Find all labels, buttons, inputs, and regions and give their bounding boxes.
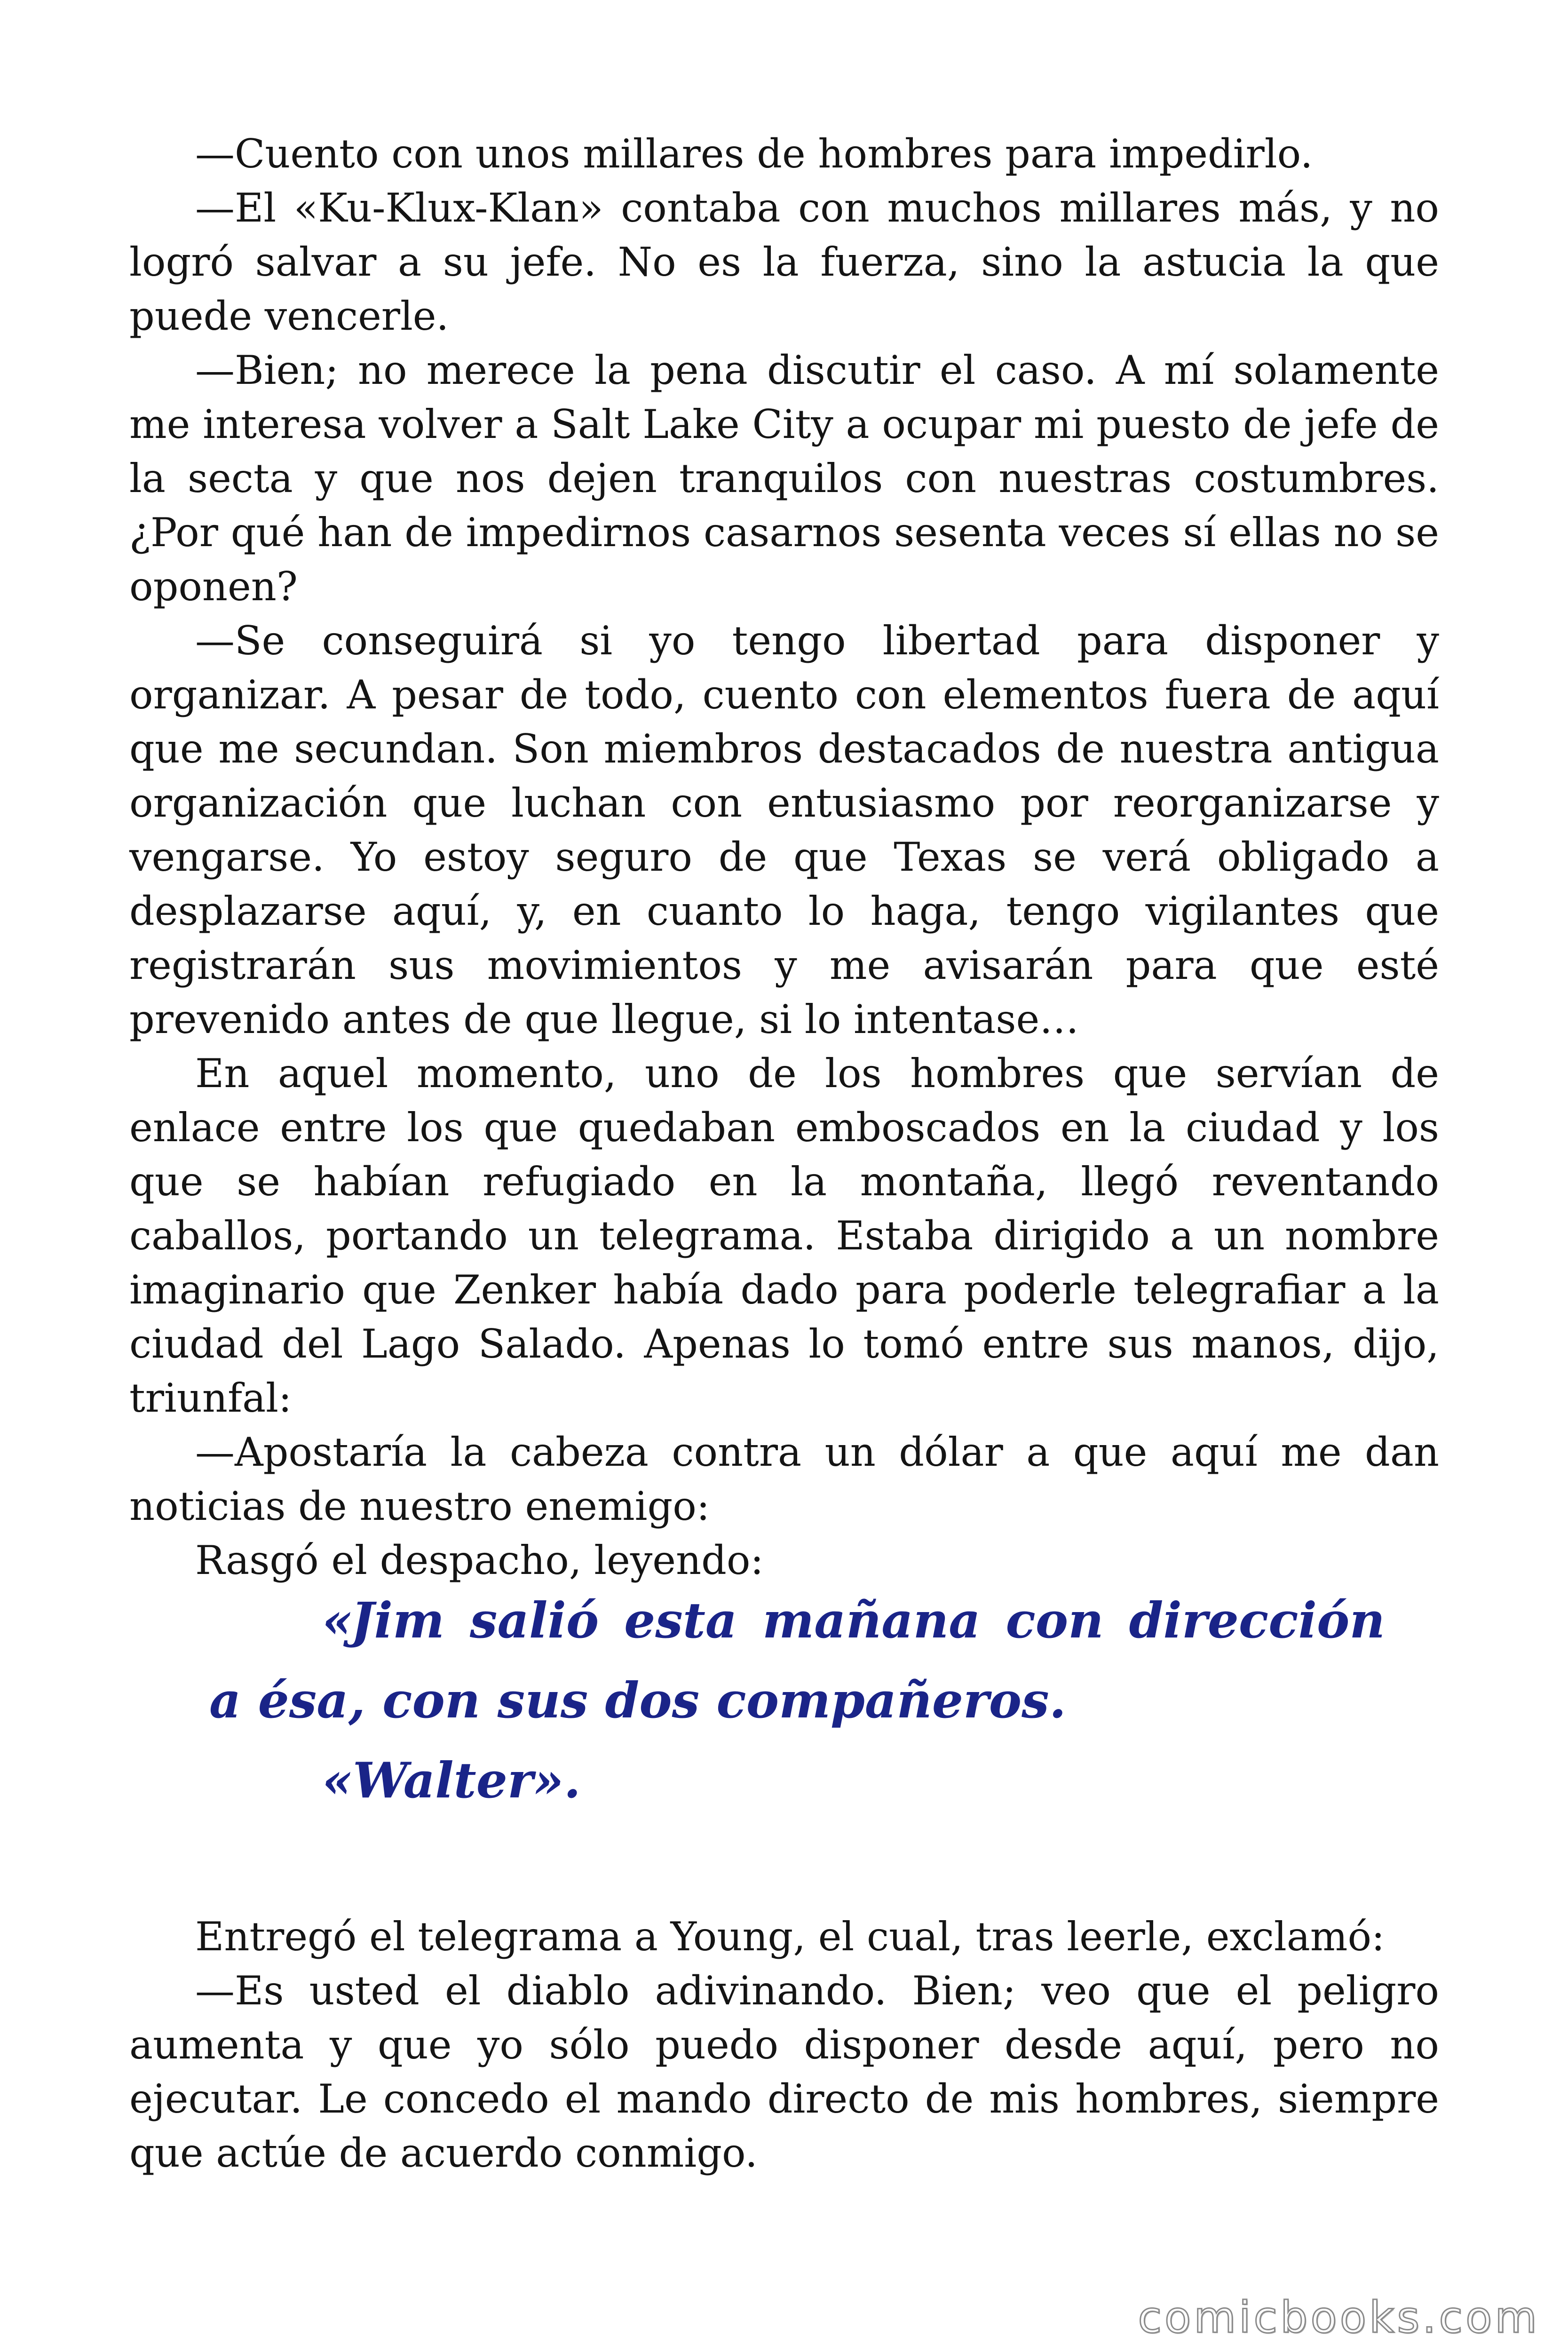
book-page-text-bottom: [129, 1910, 1439, 2180]
paragraph: —Apostaría la cabeza contra un dólar a que aquí me dan noticias de nuestro enemigo:: [129, 1429, 1439, 1529]
book-page-text-top: [129, 127, 1439, 1588]
paragraph: Rasgó el despacho, leyendo:: [195, 1537, 764, 1583]
paragraph: En aquel momento, uno de los hombres que servían de enlace entre los que quedaban emboscados en la ciudad y los que se habían refugiado en la montaña, llegó reventando caballos, portando un telegrama. Estaba dirigido a un nombre imaginario que Zenker había dado para poderle telegrafiar a la ciudad del Lago Salado. Apenas lo tomó entre sus manos, dijo, triunfal:: [129, 1050, 1439, 1421]
paragraph: Entregó el telegrama a Young, el cual, tras leerle, exclamó:: [195, 1914, 1385, 1960]
telegram-body: «Jim salió esta mañana con dirección a ésa, con sus dos compañeros.: [209, 1591, 1385, 1729]
telegram-text: [209, 1581, 1385, 1820]
paragraph: —Bien; no merece la pena discutir el caso. A mí solamente me interesa volver a Salt Lake City a ocupar mi puesto de jefe de la secta y que nos dejen tranquilos con nuestras costumbres. ¿Por qué han de impedirnos casarnos sesenta veces sí ellas no se oponen?: [129, 347, 1439, 610]
paragraph: —El «Ku-Klux-Klan» contaba con muchos millares más, y no logró salvar a su jefe. No es la fuerza, sino la astucia la que puede vencerle.: [129, 185, 1439, 339]
telegram-signature: «Walter».: [322, 1751, 581, 1809]
paragraph: —Es usted el diablo adivinando. Bien; veo que el peligro aumenta y que yo sólo puedo disponer desde aquí, pero no ejecutar. Le concedo el mando directo de mis hombres, siempre que actúe de acuerdo conmigo.: [129, 1968, 1439, 2176]
paragraph: —Cuento con unos millares de hombres para impedirlo.: [195, 131, 1313, 177]
paragraph: —Se conseguirá si yo tengo libertad para disponer y organizar. A pesar de todo, cuento con elementos fuera de aquí que me secundan. Son miembros destacados de nuestra antigua organización que luchan con entusiasmo por reorganizarse y vengarse. Yo estoy seguro de que Texas se verá obligado a desplazarse aquí, y, en cuanto lo haga, tengo vigilantes que registrarán sus movimientos y me avisarán para que esté prevenido antes de que llegue, si lo intentase…: [129, 618, 1439, 1042]
watermark: comicbooks.com: [1138, 2292, 1540, 2343]
